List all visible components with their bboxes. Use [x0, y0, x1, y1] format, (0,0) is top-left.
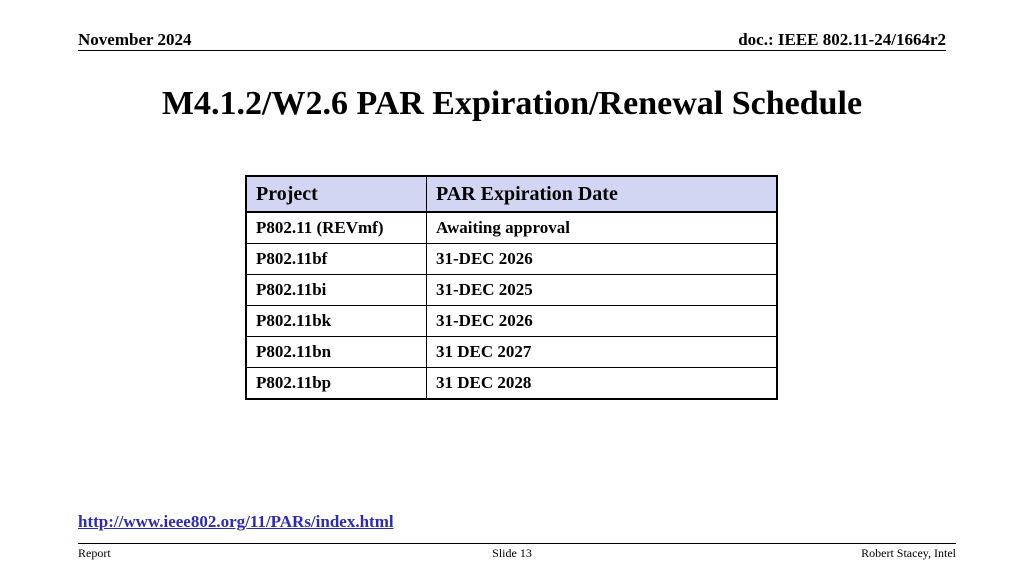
header-divider [78, 50, 946, 51]
cell-expiration: 31-DEC 2026 [427, 244, 778, 275]
cell-expiration: 31 DEC 2027 [427, 337, 778, 368]
footer-report-label: Report [78, 546, 111, 560]
table-row [246, 212, 777, 244]
table-row [246, 337, 777, 368]
table-row [246, 368, 777, 400]
cell-expiration: 31 DEC 2028 [427, 368, 778, 400]
par-schedule-table [245, 175, 778, 400]
slide-title: M4.1.2/W2.6 PAR Expiration/Renewal Schedule [161, 85, 863, 122]
cell-project: P802.11bp [246, 368, 427, 400]
column-header-expiration: PAR Expiration Date [427, 176, 778, 212]
cell-expiration: Awaiting approval [427, 212, 778, 244]
footer-divider [78, 543, 956, 544]
table-row [246, 244, 777, 275]
cell-project: P802.11bk [246, 306, 427, 337]
header-doc-id: doc.: IEEE 802.11-24/1664r2 [738, 30, 946, 49]
footer-author: Robert Stacey, Intel [861, 546, 956, 560]
table-row [246, 275, 777, 306]
cell-expiration: 31-DEC 2026 [427, 306, 778, 337]
header-date: November 2024 [78, 30, 192, 49]
column-header-project: Project [246, 176, 427, 212]
pars-index-link[interactable]: http://www.ieee802.org/11/PARs/index.html [78, 512, 394, 531]
cell-project: P802.11bf [246, 244, 427, 275]
cell-project: P802.11bi [246, 275, 427, 306]
cell-project: P802.11 (REVmf) [246, 212, 427, 244]
table-row [246, 306, 777, 337]
footer-slide-number: Slide 13 [492, 546, 532, 560]
cell-project: P802.11bn [246, 337, 427, 368]
cell-expiration: 31-DEC 2025 [427, 275, 778, 306]
table-header-row [246, 176, 777, 212]
